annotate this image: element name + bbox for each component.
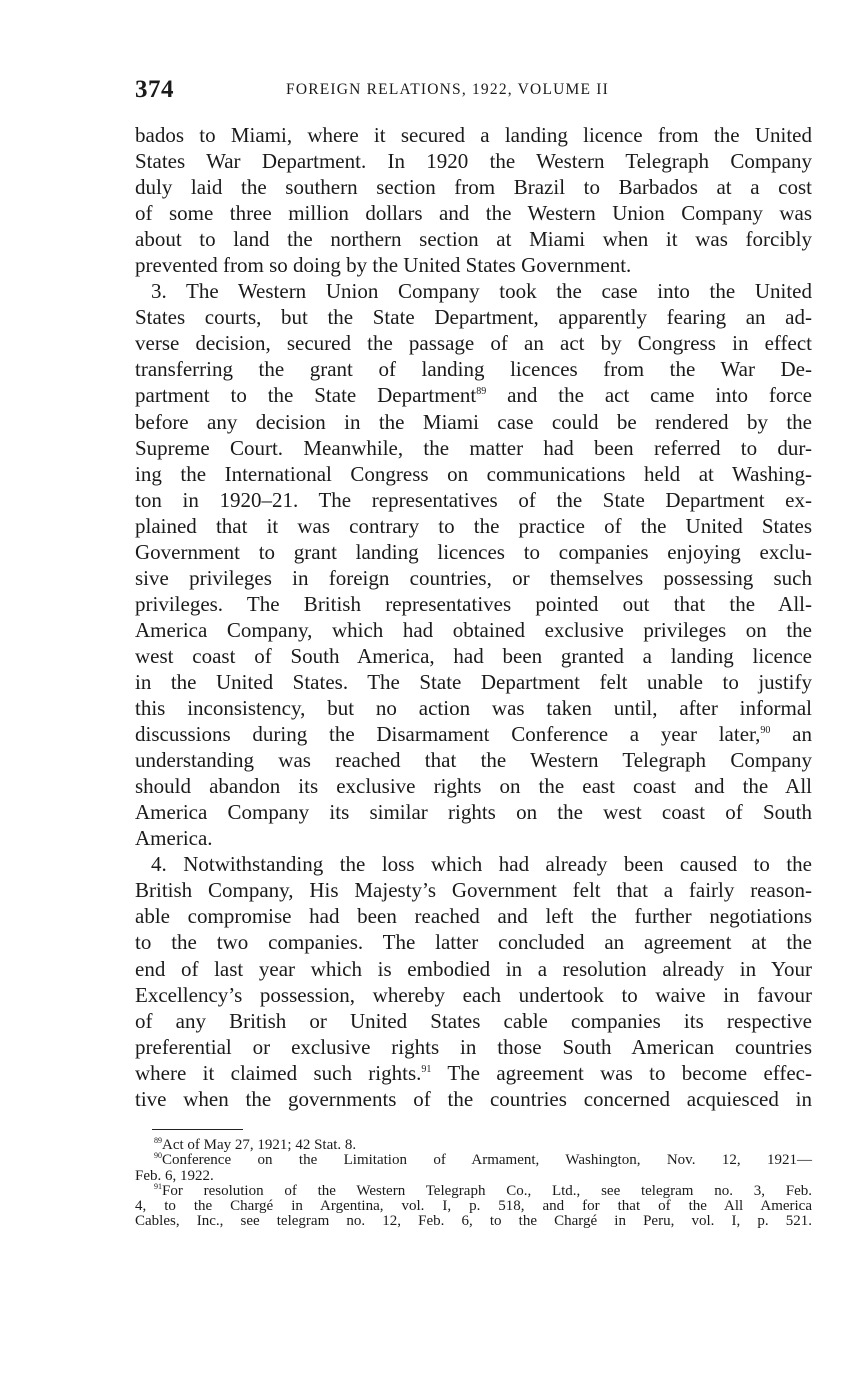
text-line: should abandon its exclusive rights on the east coast and the All xyxy=(135,774,812,799)
text-line: in the United States. The State Department felt unable to justify xyxy=(135,669,812,694)
text-line: British Company, His Majesty’s Government felt that a fairly reason- xyxy=(135,878,812,903)
text-fragment: where it claimed such rights. xyxy=(135,1060,422,1085)
text-line: ing the International Congress on communications held at Washing- xyxy=(135,461,812,486)
text-fragment: an xyxy=(770,722,812,747)
text-line: verse decision, secured the passage of an act by Congress in effect xyxy=(135,331,812,356)
footnote-ref-90: 90 xyxy=(760,725,771,737)
text-line: 3. The Western Union Company took the case into the United xyxy=(151,279,812,304)
footnote-91 xyxy=(135,1181,812,1199)
text-line: duly laid the southern section from Brazil to Barbados at a cost xyxy=(135,175,812,200)
footnote-ref-91: 91 xyxy=(421,1063,432,1075)
text-line: States courts, but the State Department, apparently fearing an ad- xyxy=(135,305,812,330)
text-line: Government to grant landing licences to companies enjoying exclu- xyxy=(135,539,812,564)
footnote-ref-89: 89 xyxy=(476,386,487,398)
text-line: ton in 1920–21. The representatives of the State Department ex- xyxy=(135,487,812,512)
text-line: plained that it was contrary to the practice of the United States xyxy=(135,513,812,538)
text-line xyxy=(135,721,812,747)
text-line: before any decision in the Miami case could be rendered by the xyxy=(135,409,812,434)
text-line: of any British or United States cable companies its respective xyxy=(135,1008,812,1033)
footnote-text: Act of May 27, 1921; 42 Stat. 8. xyxy=(162,1137,357,1153)
text-line: sive privileges in foreign countries, or themselves possessing such xyxy=(135,565,812,590)
text-fragment: The agreement was to become effec- xyxy=(431,1060,813,1085)
page-number: 374 xyxy=(135,76,174,103)
footnote-marker: 90 xyxy=(154,1151,162,1161)
text-fragment: partment to the State Department xyxy=(135,383,477,408)
text-line: America Company its similar rights on the west coast of South xyxy=(135,800,812,825)
text-line: able compromise had been reached and left the further negotiations xyxy=(135,904,812,929)
footnote-marker: 89 xyxy=(154,1136,162,1145)
text-line: this inconsistency, but no action was taken until, after informal xyxy=(135,696,812,721)
text-fragment: and the act came into force xyxy=(486,383,813,408)
footnote-91-cont: 4, to the Chargé in Argentina, vol. I, p. 518, and for that of the All America xyxy=(135,1198,812,1215)
text-line: bados to Miami, where it secured a landing licence from the United xyxy=(135,123,812,147)
text-line: America Company, which had obtained exclusive privileges on the xyxy=(135,617,812,642)
text-fragment: discussions during the Disarmament Conference a year later, xyxy=(135,722,761,747)
text-line: understanding was reached that the Western Telegraph Company xyxy=(135,748,812,773)
text-line: transferring the grant of landing licences from the War De- xyxy=(135,357,812,382)
text-line xyxy=(135,1060,812,1086)
text-line: prevented from so doing by the United States Government. xyxy=(135,253,632,278)
footnote-91-cont: Cables, Inc., see telegram no. 12, Feb. 6, to the Chargé in Peru, vol. I, p. 521. xyxy=(135,1213,812,1230)
body-text xyxy=(135,122,812,1112)
text-line: Supreme Court. Meanwhile, the matter had been referred to dur- xyxy=(135,435,812,460)
footnote-90 xyxy=(135,1153,812,1168)
footnotes xyxy=(135,1138,812,1230)
text-line: about to land the northern section at Miami when it was forcibly xyxy=(135,227,812,252)
text-line: tive when the governments of the countries concerned acquiesced in xyxy=(135,1086,812,1111)
footnote-89 xyxy=(135,1138,812,1153)
text-line: end of last year which is embodied in a resolution already in Your xyxy=(135,956,812,981)
footnote-divider xyxy=(152,1129,243,1130)
page-header xyxy=(135,76,815,110)
footnote-90-cont: Feb. 6, 1922. xyxy=(135,1167,214,1184)
running-head: FOREIGN RELATIONS, 1922, VOLUME II xyxy=(286,81,609,98)
footnote-text: Conference on the Limitation of Armament, Washington, Nov. 12, 1921— xyxy=(162,1152,812,1169)
text-line: privileges. The British representatives pointed out that the All- xyxy=(135,591,812,616)
text-line: America. xyxy=(135,826,213,851)
text-line: to the two companies. The latter concluded an agreement at the xyxy=(135,930,812,955)
text-line: preferential or exclusive rights in those South American countries xyxy=(135,1034,812,1059)
text-line: of some three million dollars and the Western Union Company was xyxy=(135,201,812,226)
text-line: 4. Notwithstanding the loss which had already been caused to the xyxy=(151,852,812,877)
text-line: States War Department. In 1920 the Western Telegraph Company xyxy=(135,149,812,174)
text-line xyxy=(135,382,812,408)
footnote-marker: 91 xyxy=(154,1181,162,1191)
footnote-text: For resolution of the Western Telegraph Co., Ltd., see telegram no. 3, Feb. xyxy=(162,1182,812,1199)
text-line: west coast of South America, had been granted a landing licence xyxy=(135,643,812,668)
text-line: Excellency’s possession, whereby each undertook to waive in favour xyxy=(135,982,812,1007)
